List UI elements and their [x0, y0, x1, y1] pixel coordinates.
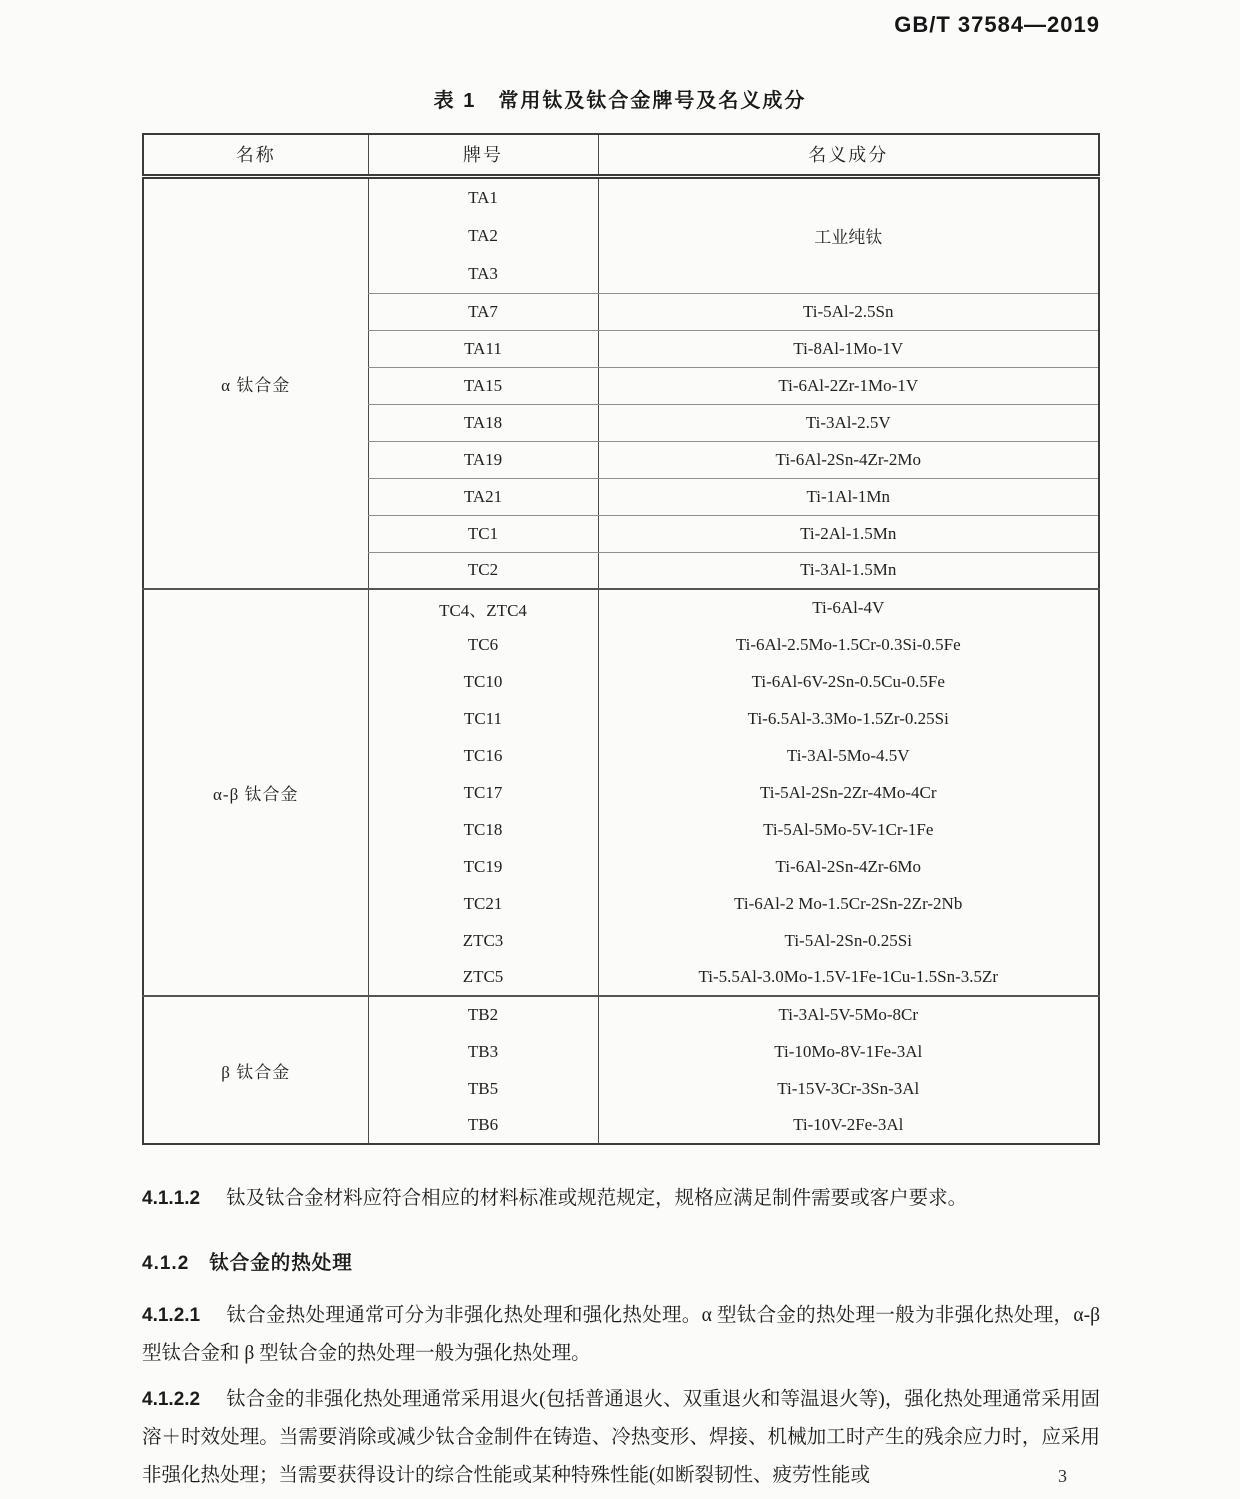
composition-cell: Ti-6Al-2Zr-1Mo-1V	[598, 367, 1099, 404]
table-title: 表 1 常用钛及钛合金牌号及名义成分	[433, 90, 807, 112]
alloy-table-container	[142, 133, 1100, 1145]
grade-cell: TA7	[368, 293, 598, 330]
composition-cell: Ti-6Al-6V-2Sn-0.5Cu-0.5Fe	[598, 663, 1099, 700]
grade-cell: TA15	[368, 367, 598, 404]
grade-cell: TC4、ZTC4	[368, 589, 598, 626]
grade-cell: TC21	[368, 885, 598, 922]
grade-cell: TC6	[368, 626, 598, 663]
grade-cell: TC11	[368, 700, 598, 737]
grade-cell: TB6	[368, 1107, 598, 1144]
table-header-row	[143, 134, 1099, 176]
composition-cell: Ti-5Al-2.5Sn	[598, 293, 1099, 330]
composition-cell: Ti-2Al-1.5Mn	[598, 515, 1099, 552]
grade-cell: TB5	[368, 1070, 598, 1107]
composition-cell: Ti-3Al-1.5Mn	[598, 552, 1099, 589]
clause-text: 钛合金热处理通常可分为非强化热处理和强化热处理。α 型钛合金的热处理一般为非强化热处理，α-β 型钛合金和 β 型钛合金的热处理一般为强化热处理。	[142, 1305, 1100, 1364]
composition-cell: Ti-8Al-1Mo-1V	[598, 330, 1099, 367]
grade-cell: TC18	[368, 811, 598, 848]
composition-cell: Ti-3Al-2.5V	[598, 404, 1099, 441]
heading-4-1-2	[142, 1244, 1100, 1283]
composition-cell: Ti-6Al-2Sn-4Zr-2Mo	[598, 441, 1099, 478]
composition-cell: Ti-5Al-5Mo-5V-1Cr-1Fe	[598, 811, 1099, 848]
grade-cell: TA19	[368, 441, 598, 478]
clause-text: 钛及钛合金材料应符合相应的材料标准或规范规定，规格应满足制件需要或客户要求。	[226, 1188, 968, 1209]
table-row	[143, 176, 1099, 293]
table-row	[143, 996, 1099, 1033]
composition-cell: Ti-6.5Al-3.3Mo-1.5Zr-0.25Si	[598, 700, 1099, 737]
clause-number: 4.1.2	[142, 1253, 190, 1274]
page-number: 3	[1058, 1466, 1067, 1486]
grade-cell: TB3	[368, 1033, 598, 1070]
grade-cell: TA21	[368, 478, 598, 515]
composition-cell: Ti-3Al-5Mo-4.5V	[598, 737, 1099, 774]
grade-cell: TB2	[368, 996, 598, 1033]
composition-cell: 工业纯钛	[598, 176, 1099, 293]
composition-cell: Ti-5Al-2Sn-0.25Si	[598, 922, 1099, 959]
composition-cell: Ti-10V-2Fe-3Al	[598, 1107, 1099, 1144]
column-header-grade: 牌号	[368, 134, 598, 176]
grade-cell: TC17	[368, 774, 598, 811]
column-header-name: 名称	[143, 134, 368, 176]
composition-cell: Ti-1Al-1Mn	[598, 478, 1099, 515]
clause-text: 钛合金的非强化热处理通常采用退火(包括普通退火、双重退火和等温退火等)，强化热处理通常采用固溶＋时效处理。当需要消除或减少钛合金制件在铸造、冷热变形、焊接、机械加工时产生的残余应力时，应采用非强化热处理；当需要获得设计的综合性能或某种特殊性能(如断裂韧性、疲劳性能或	[142, 1389, 1100, 1486]
grade-cell: TC2	[368, 552, 598, 589]
composition-cell: Ti-6Al-2 Mo-1.5Cr-2Sn-2Zr-2Nb	[598, 885, 1099, 922]
group-label-alpha: α 钛合金	[221, 375, 291, 395]
grade-cell: TC1	[368, 515, 598, 552]
table-row	[143, 589, 1099, 626]
body-text	[142, 1172, 1100, 1495]
clause-number: 4.1.2.2	[142, 1389, 201, 1410]
composition-cell: Ti-6Al-2Sn-4Zr-6Mo	[598, 848, 1099, 885]
clause-4-1-2-2	[142, 1381, 1100, 1495]
grade-cell: ZTC3	[368, 922, 598, 959]
grade-cell: TA1 TA2 TA3	[368, 176, 598, 293]
grade-cell: TA11	[368, 330, 598, 367]
standard-number: GB/T 37584—2019	[894, 12, 1100, 37]
composition-cell: Ti-5.5Al-3.0Mo-1.5V-1Fe-1Cu-1.5Sn-3.5Zr	[598, 959, 1099, 996]
grade-cell: TC19	[368, 848, 598, 885]
composition-cell: Ti-10Mo-8V-1Fe-3Al	[598, 1033, 1099, 1070]
composition-cell: Ti-3Al-5V-5Mo-8Cr	[598, 996, 1099, 1033]
composition-cell: Ti-5Al-2Sn-2Zr-4Mo-4Cr	[598, 774, 1099, 811]
composition-cell: Ti-15V-3Cr-3Sn-3Al	[598, 1070, 1099, 1107]
grade-cell: TC16	[368, 737, 598, 774]
composition-cell: Ti-6Al-2.5Mo-1.5Cr-0.3Si-0.5Fe	[598, 626, 1099, 663]
grade-cell: TA18	[368, 404, 598, 441]
alloy-table	[142, 133, 1100, 1145]
clause-4-1-1-2	[142, 1180, 1100, 1218]
grade-cell: ZTC5	[368, 959, 598, 996]
composition-cell: Ti-6Al-4V	[598, 589, 1099, 626]
heading-text: 钛合金的热处理	[209, 1252, 353, 1274]
clause-number: 4.1.2.1	[142, 1305, 201, 1326]
clause-4-1-2-1	[142, 1297, 1100, 1373]
clause-number: 4.1.1.2	[142, 1188, 201, 1209]
group-label-alpha-beta: α-β 钛合金	[143, 589, 368, 996]
grade-cell: TC10	[368, 663, 598, 700]
column-header-composition: 名义成分	[598, 134, 1099, 176]
group-label-beta: β 钛合金	[143, 996, 368, 1144]
